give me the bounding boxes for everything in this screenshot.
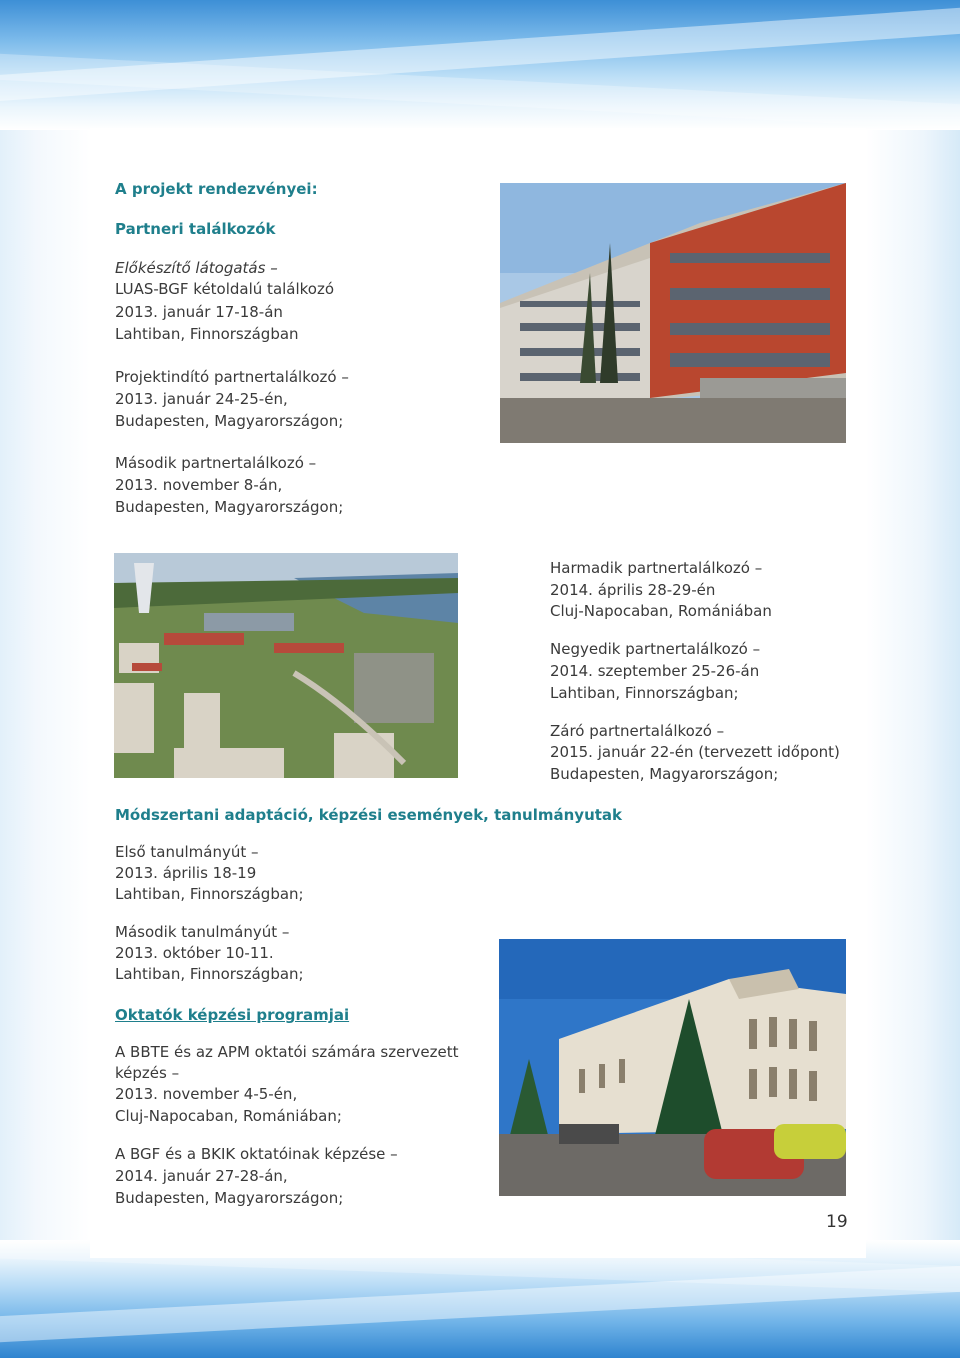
university-building-photo <box>499 939 846 1196</box>
text-line: A BGF és a BKIK oktatóinak képzése – <box>115 1145 398 1163</box>
text-line: Előkészítő látogatás – <box>115 259 278 277</box>
text-line: Záró partnertalálkozó – <box>550 722 725 740</box>
text-line: Budapesten, Magyarországon; <box>115 412 344 430</box>
text-line: 2014. január 27-28-án, <box>115 1167 288 1185</box>
text-line: Harmadik partnertalálkozó – <box>550 559 763 577</box>
text-line: 2013. január 24-25-én, <box>115 390 288 408</box>
text-line: képzés – <box>115 1064 180 1082</box>
text-line: Budapesten, Magyarországon; <box>115 1189 344 1207</box>
text-line: 2013. április 18-19 <box>115 864 257 882</box>
text-line: 2013. október 10-11. <box>115 944 274 962</box>
building-photo <box>500 183 846 443</box>
text-line: Budapesten, Magyarországon; <box>115 498 344 516</box>
page-number: 19 <box>826 1212 848 1232</box>
text-line: Lahtiban, Finnországban; <box>115 885 304 903</box>
training-section-title: Oktatók képzési programjai <box>115 1006 350 1024</box>
left-margin-decoration <box>0 130 90 1240</box>
header-decoration <box>0 0 960 130</box>
text-line: 2013. november 8-án, <box>115 476 283 494</box>
right-margin-decoration <box>866 130 960 1240</box>
aerial-city-photo <box>114 553 458 778</box>
text-line: 2013. november 4-5-én, <box>115 1085 298 1103</box>
text-line: Cluj-Napocaban, Romániában; <box>115 1107 342 1125</box>
methods-section-title: Módszertani adaptáció, képzési események, tanulmányutak <box>115 806 623 824</box>
text-line: Projektindító partnertalálkozó – <box>115 368 349 386</box>
text-line: 2015. január 22-én (tervezett időpont) <box>550 743 840 761</box>
page-title: A projekt rendezvényei: <box>115 180 318 198</box>
text-line: Lahtiban, Finnországban; <box>550 684 739 702</box>
text-line: Lahtiban, Finnországban <box>115 325 299 343</box>
text-line: Lahtiban, Finnországban; <box>115 965 304 983</box>
text-line: Első tanulmányút – <box>115 843 259 861</box>
text-line: Második tanulmányút – <box>115 923 290 941</box>
text-line: LUAS-BGF kétoldalú találkozó <box>115 280 335 298</box>
text-line: Második partnertalálkozó – <box>115 454 317 472</box>
text-line: A BBTE és az APM oktatói számára szervezett <box>115 1043 459 1061</box>
text-line: 2014. szeptember 25-26-án <box>550 662 760 680</box>
text-line: 2013. január 17-18-án <box>115 303 283 321</box>
partner-section-title: Partneri találkozók <box>115 220 276 238</box>
text-line: 2014. április 28-29-én <box>550 581 716 599</box>
text-line: Negyedik partnertalálkozó – <box>550 640 761 658</box>
text-line: Budapesten, Magyarországon; <box>550 765 779 783</box>
text-line: Cluj-Napocaban, Romániában <box>550 602 772 620</box>
